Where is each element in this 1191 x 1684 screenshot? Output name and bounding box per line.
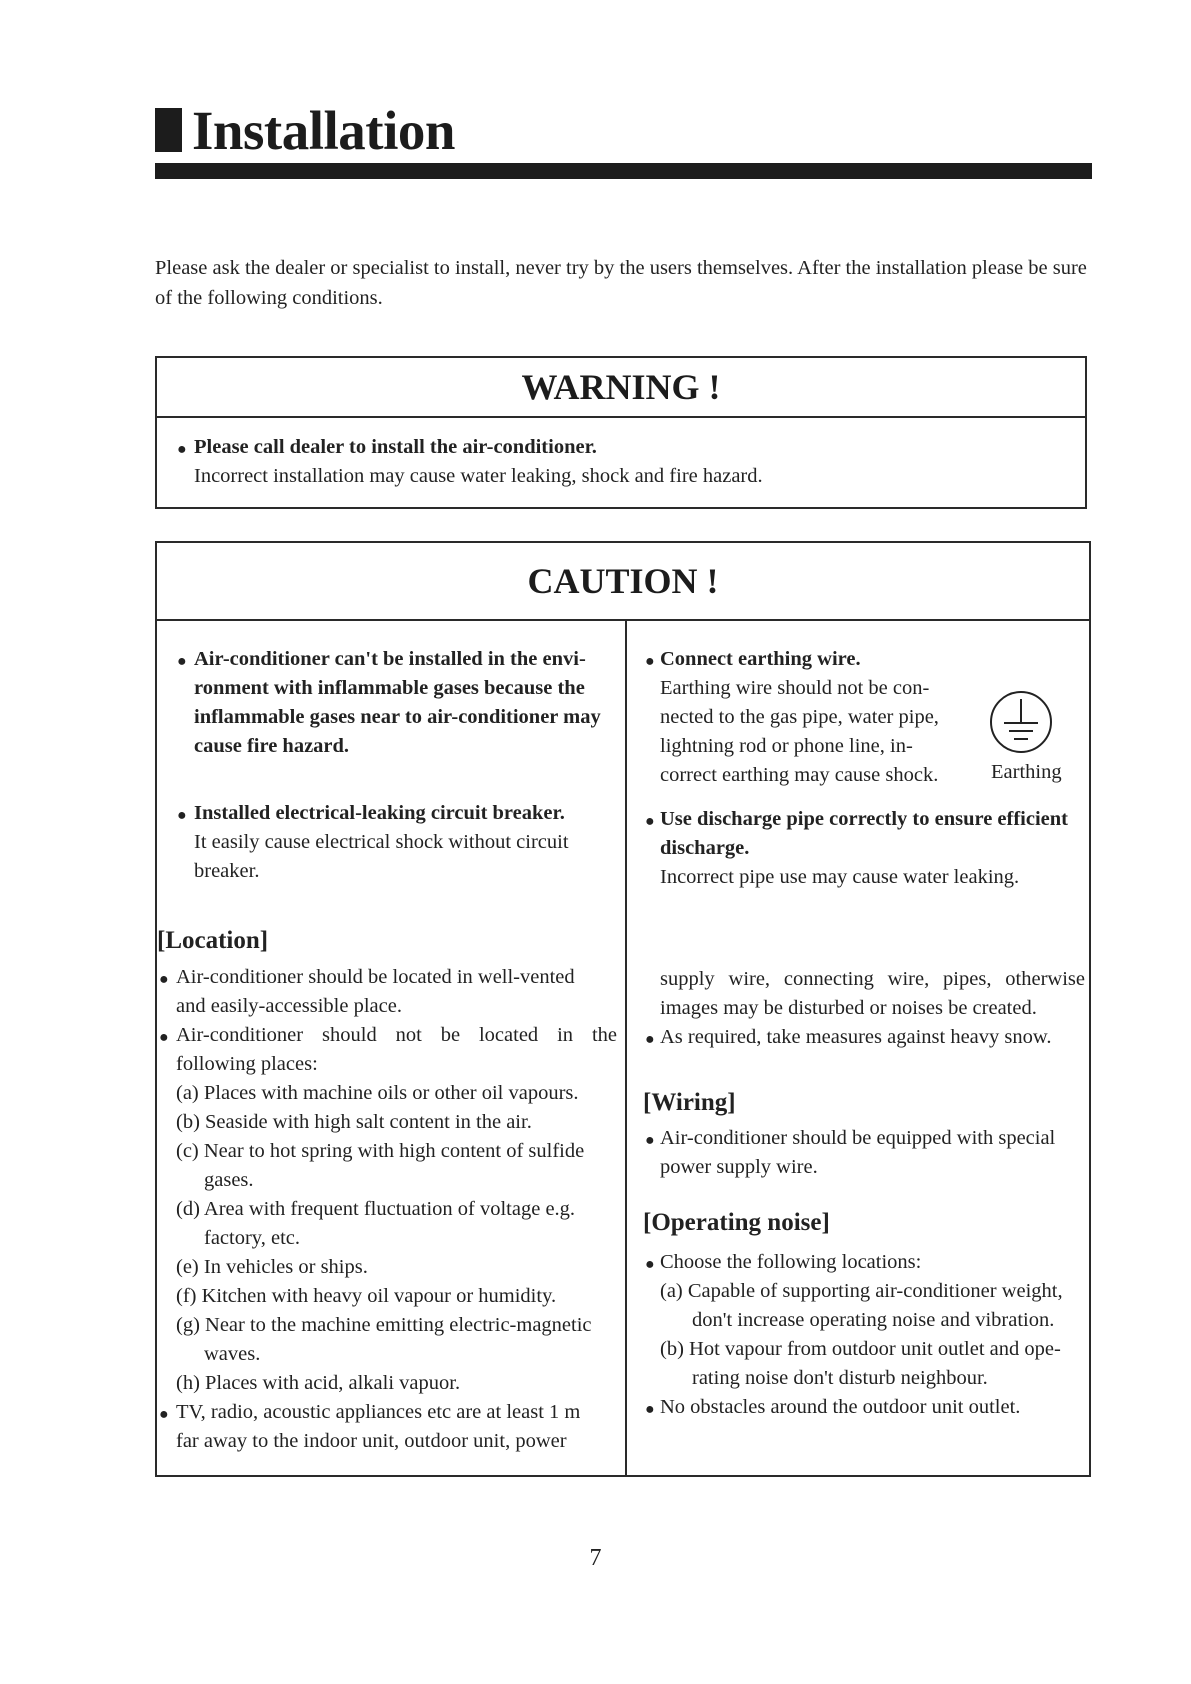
intro-paragraph: Please ask the dealer or specialist to install, never try by the users themselves. After the installation please be sure of the following conditions. bbox=[155, 257, 1087, 309]
text-line: ronment with inflammable gases because the bbox=[194, 677, 585, 699]
bullet-icon: ● bbox=[159, 1406, 169, 1423]
bullet-icon: ● bbox=[645, 813, 655, 830]
bullet-icon: ● bbox=[159, 1029, 169, 1046]
text-line: lightning rod or phone line, in- bbox=[660, 735, 913, 757]
column-divider bbox=[625, 619, 627, 1475]
noise-heading: [Operating noise] bbox=[643, 1209, 830, 1236]
wiring-item bbox=[645, 1124, 1085, 1182]
warning-box bbox=[155, 356, 1087, 509]
list-item: (b) Hot vapour from outdoor unit outlet and ope- bbox=[660, 1338, 1061, 1360]
text-line: images may be disturbed or noises be created. bbox=[660, 997, 1037, 1019]
caution-left-item-1 bbox=[177, 645, 617, 761]
list-item: (d) Area with frequent fluctuation of voltage e.g. bbox=[176, 1198, 576, 1220]
list-item: (c) Near to hot spring with high content of sulfide bbox=[176, 1140, 585, 1162]
text-line: power supply wire. bbox=[660, 1156, 818, 1178]
bullet-icon: ● bbox=[645, 1031, 655, 1048]
text-line: supply wire, connecting wire, pipes, otherwise bbox=[660, 968, 1085, 990]
text-line: Incorrect pipe use may cause water leaking. bbox=[660, 866, 1020, 888]
bullet-icon: ● bbox=[645, 1132, 655, 1149]
warning-item-text: Incorrect installation may cause water leaking, shock and fire hazard. bbox=[194, 465, 763, 487]
list-item: (b) Seaside with high salt content in the air. bbox=[176, 1111, 532, 1133]
list-item: rating noise don't disturb neighbour. bbox=[692, 1367, 988, 1389]
caution-box bbox=[155, 541, 1091, 1477]
text-line: correct earthing may cause shock. bbox=[660, 764, 939, 786]
text-line: It easily cause electrical shock without circuit bbox=[194, 831, 569, 853]
page-number: 7 bbox=[589, 1545, 602, 1571]
caution-title: CAUTION ! bbox=[157, 543, 1089, 621]
caution-right-item-2 bbox=[645, 805, 1085, 892]
location-continued bbox=[645, 965, 1085, 1052]
text-line: No obstacles around the outdoor unit outlet. bbox=[660, 1396, 1021, 1418]
wiring-heading: [Wiring] bbox=[643, 1089, 736, 1116]
text-line: breaker. bbox=[194, 860, 260, 882]
page-title: Installation bbox=[192, 99, 455, 161]
text-line: Earthing wire should not be con- bbox=[660, 677, 930, 699]
caution-right-item-1 bbox=[645, 645, 955, 790]
text-line: inflammable gases near to air-conditioner may bbox=[194, 706, 601, 728]
list-item: (a) Capable of supporting air-conditioner weight, bbox=[660, 1280, 1063, 1302]
earthing-icon bbox=[988, 689, 1054, 755]
bullet-icon: ● bbox=[177, 653, 187, 670]
text-line: cause fire hazard. bbox=[194, 735, 350, 757]
list-item: don't increase operating noise and vibration. bbox=[692, 1309, 1055, 1331]
title-square-icon bbox=[155, 108, 182, 152]
earthing-label: Earthing bbox=[991, 761, 1062, 783]
text-line: As required, take measures against heavy snow. bbox=[660, 1026, 1052, 1048]
list-item: (a) Places with machine oils or other oil vapours. bbox=[176, 1082, 579, 1104]
bullet-icon: ● bbox=[645, 1256, 655, 1273]
warning-title: WARNING ! bbox=[157, 358, 1085, 418]
bullet-icon: ● bbox=[645, 1401, 655, 1418]
list-item: factory, etc. bbox=[204, 1227, 300, 1249]
places-list bbox=[159, 1079, 617, 1398]
item-title: discharge. bbox=[660, 837, 750, 859]
text-line: Air-conditioner should be located in well-vented bbox=[176, 966, 575, 988]
list-item: (f) Kitchen with heavy oil vapour or humidity. bbox=[176, 1285, 557, 1307]
list-item: (e) In vehicles or ships. bbox=[176, 1256, 368, 1278]
bullet-icon: ● bbox=[177, 807, 187, 824]
text-line: Air-conditioner should not be located in the bbox=[176, 1024, 617, 1046]
list-item: waves. bbox=[204, 1343, 261, 1365]
section-title bbox=[155, 95, 455, 165]
text-line: Choose the following locations: bbox=[660, 1251, 922, 1273]
text-line: Air-conditioner can't be installed in the envi- bbox=[194, 648, 586, 670]
text-line: far away to the indoor unit, outdoor unit, power bbox=[176, 1430, 567, 1452]
warning-item-title: Please call dealer to install the air-conditioner. bbox=[194, 436, 597, 458]
location-list bbox=[159, 963, 617, 1456]
caution-left-item-2 bbox=[177, 799, 617, 886]
bullet-icon: ● bbox=[159, 971, 169, 988]
list-item: gases. bbox=[204, 1169, 254, 1191]
bullet-icon: ● bbox=[177, 441, 187, 458]
title-rule bbox=[155, 163, 1092, 179]
item-title: Use discharge pipe correctly to ensure efficient bbox=[660, 808, 1068, 830]
text-line: TV, radio, acoustic appliances etc are at least 1 m bbox=[176, 1401, 581, 1423]
list-item: (h) Places with acid, alkali vapuor. bbox=[176, 1372, 461, 1394]
item-title: Connect earthing wire. bbox=[660, 648, 861, 670]
bullet-icon: ● bbox=[645, 653, 655, 670]
text-line: Air-conditioner should be equipped with special bbox=[660, 1127, 1056, 1149]
item-title: Installed electrical-leaking circuit breaker. bbox=[194, 802, 565, 824]
noise-list bbox=[645, 1248, 1085, 1422]
list-item: (g) Near to the machine emitting electric-magnetic bbox=[176, 1314, 592, 1336]
warning-item bbox=[177, 433, 763, 491]
location-heading: [Location] bbox=[157, 927, 269, 954]
text-line: following places: bbox=[176, 1053, 318, 1075]
text-line: nected to the gas pipe, water pipe, bbox=[660, 706, 939, 728]
text-line: and easily-accessible place. bbox=[176, 995, 402, 1017]
